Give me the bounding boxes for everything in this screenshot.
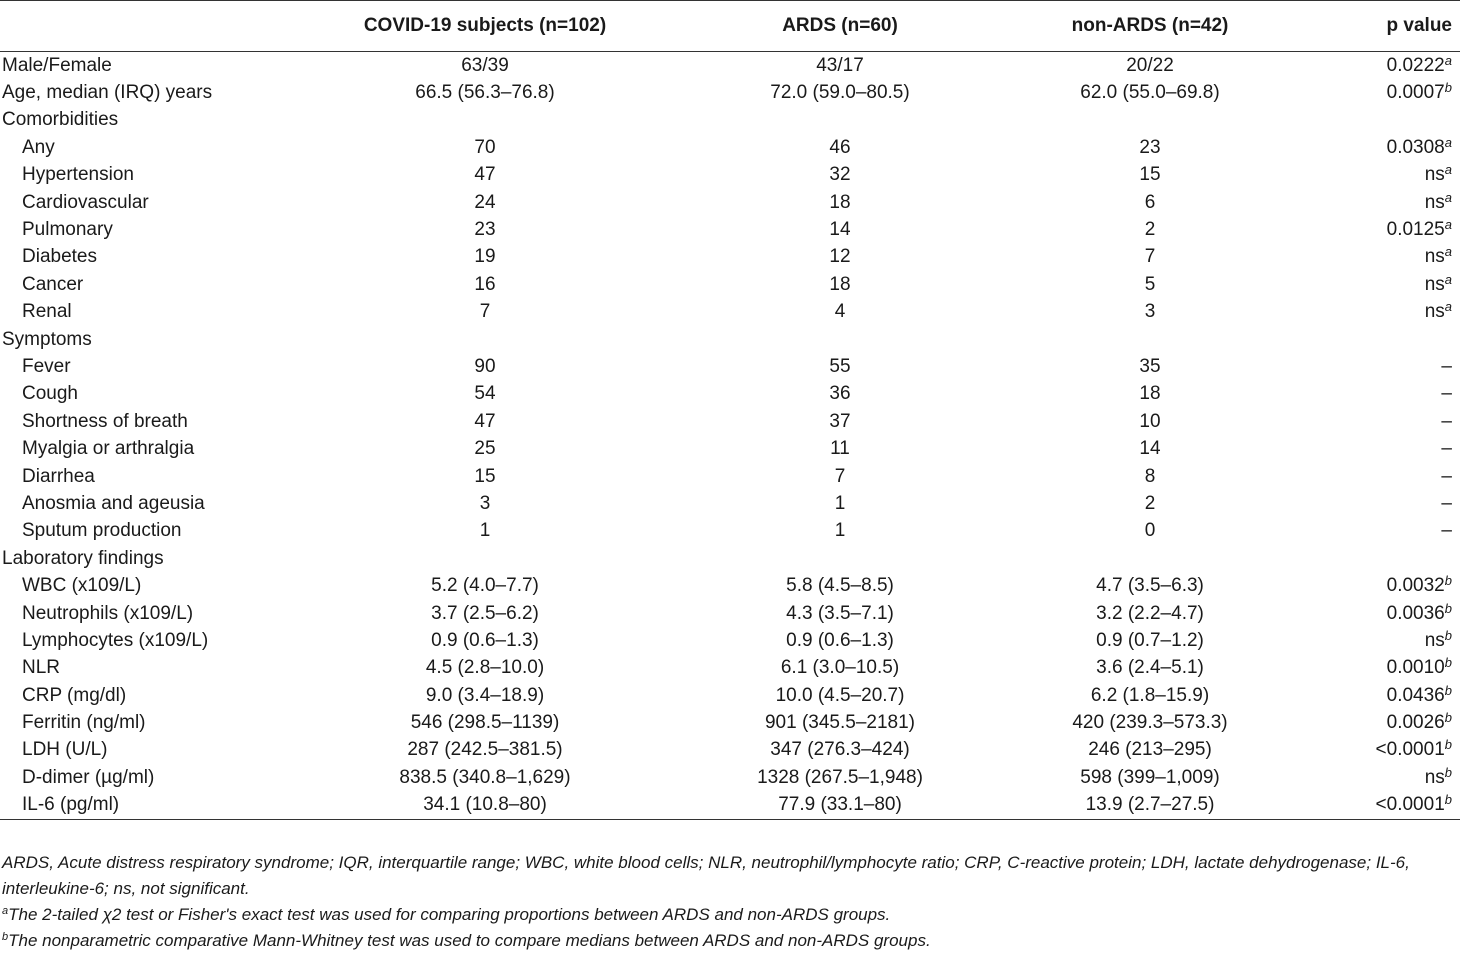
row-label: WBC (x109/L) <box>22 575 142 597</box>
table-row <box>0 271 1460 298</box>
footnote-b-text: The nonparametric comparative Mann-Whitney test was used to compare medians between ARDS and non-ARDS groups. <box>8 931 931 950</box>
p-value-text: 0.0032 <box>1386 575 1445 597</box>
row-label: Cough <box>22 383 78 405</box>
table-row <box>0 792 1460 820</box>
table-footnotes <box>2 850 1457 954</box>
cell-ards: 32 <box>829 164 851 186</box>
cell-non-ards: 6 <box>1144 191 1156 213</box>
row-label: Lymphocytes (x109/L) <box>22 629 209 651</box>
table-row <box>0 107 1460 134</box>
cell-ards: 4.3 (3.5–7.1) <box>786 602 894 624</box>
cell-ards: 1328 (267.5–1,948) <box>757 766 923 788</box>
cell-ards: 12 <box>829 246 851 268</box>
cell-ards <box>670 545 1010 572</box>
table-row <box>0 326 1460 353</box>
cell-non-ards <box>1010 107 1290 134</box>
cell-covid-subjects: 66.5 (56.3–76.8) <box>415 82 555 104</box>
cell-covid-subjects: 63/39 <box>461 54 509 76</box>
cell-non-ards: 2 <box>1144 219 1156 241</box>
cell-covid-subjects: 4.5 (2.8–10.0) <box>425 657 545 679</box>
p-value-footnote-marker: b <box>1444 682 1452 698</box>
cell-p-value <box>1290 271 1460 298</box>
cell-ards: 347 (276.3–424) <box>770 739 910 761</box>
footnote-b <box>2 928 1457 954</box>
p-value-text: 0.0036 <box>1386 602 1445 624</box>
cell-covid-subjects: 0.9 (0.6–1.3) <box>431 629 539 651</box>
table-row <box>0 709 1460 736</box>
cell-covid-subjects: 23 <box>474 219 496 241</box>
cell-non-ards: 420 (239.3–573.3) <box>1072 712 1228 734</box>
table-row <box>0 216 1460 243</box>
row-label: NLR <box>22 657 61 679</box>
row-label: LDH (U/L) <box>22 739 108 761</box>
cell-ards: 55 <box>829 355 851 377</box>
table-row <box>0 655 1460 682</box>
table-row <box>0 299 1460 326</box>
cell-non-ards: 15 <box>1139 164 1161 186</box>
cell-ards: 18 <box>829 273 851 295</box>
cell-covid-subjects: 54 <box>474 383 496 405</box>
p-value-text: 0.0010 <box>1386 657 1445 679</box>
cell-non-ards <box>1010 326 1290 353</box>
p-value-text: ns <box>1424 246 1445 268</box>
row-label: Hypertension <box>22 164 134 186</box>
row-label: Shortness of breath <box>22 410 188 432</box>
table-row <box>0 545 1460 572</box>
p-value-footnote-marker: b <box>1444 600 1452 616</box>
cell-ards: 18 <box>829 191 851 213</box>
table-row <box>0 490 1460 517</box>
p-value-text: 0.0308 <box>1386 136 1445 158</box>
cell-covid-subjects: 47 <box>474 410 496 432</box>
p-value-footnote-marker: a <box>1444 299 1452 315</box>
p-value-footnote-marker: a <box>1444 271 1452 287</box>
p-value-footnote-marker: b <box>1444 737 1452 753</box>
p-value-text: 0.0026 <box>1386 712 1445 734</box>
footnote-a-marker: a <box>2 905 9 917</box>
p-value-text: 0.0007 <box>1386 82 1445 104</box>
p-value-footnote-marker: a <box>1444 162 1452 178</box>
p-value-text: ns <box>1424 766 1445 788</box>
header-label-column <box>0 1 300 52</box>
table-row <box>0 627 1460 654</box>
cell-non-ards: 6.2 (1.8–15.9) <box>1090 684 1210 706</box>
table-row <box>0 408 1460 435</box>
cell-covid-subjects: 1 <box>479 520 491 542</box>
cell-ards <box>670 107 1010 134</box>
header-covid-subjects: COVID-19 subjects (n=102) <box>300 1 670 52</box>
p-value-text: <0.0001 <box>1375 794 1445 816</box>
table-row <box>0 244 1460 271</box>
cell-ards: 14 <box>829 219 851 241</box>
cell-covid-subjects: 9.0 (3.4–18.9) <box>425 684 545 706</box>
cell-ards: 72.0 (59.0–80.5) <box>770 82 910 104</box>
header-p-value: p value <box>1290 1 1460 52</box>
table-row <box>0 189 1460 216</box>
cell-covid-subjects: 838.5 (340.8–1,629) <box>399 766 571 788</box>
cell-non-ards: 3 <box>1144 301 1156 323</box>
p-value-footnote-marker: b <box>1444 792 1452 808</box>
cell-p-value <box>1290 518 1460 545</box>
cell-non-ards: 2 <box>1144 492 1156 514</box>
row-label: Pulmonary <box>22 219 113 241</box>
cell-p-value <box>1290 216 1460 243</box>
table-row <box>0 572 1460 599</box>
p-value-footnote-marker: b <box>1444 710 1452 726</box>
table-row <box>0 682 1460 709</box>
p-value-text: – <box>1441 438 1452 460</box>
p-value-footnote-marker: b <box>1444 655 1452 671</box>
row-label: Ferritin (ng/ml) <box>22 712 146 734</box>
cell-p-value <box>1290 655 1460 682</box>
p-value-text: 0.0436 <box>1386 684 1445 706</box>
row-label: Diarrhea <box>22 465 95 487</box>
cell-ards: 36 <box>829 383 851 405</box>
cell-covid-subjects <box>300 545 670 572</box>
cell-non-ards: 0.9 (0.7–1.2) <box>1096 629 1204 651</box>
cell-p-value <box>1290 682 1460 709</box>
header-non-ards: non-ARDS (n=42) <box>1010 1 1290 52</box>
p-value-footnote-marker: a <box>1444 244 1452 260</box>
cell-covid-subjects: 47 <box>474 164 496 186</box>
table-row <box>0 162 1460 189</box>
cell-ards: 7 <box>834 465 846 487</box>
cell-non-ards: 3.6 (2.4–5.1) <box>1096 657 1204 679</box>
table-row <box>0 463 1460 490</box>
cell-non-ards: 3.2 (2.2–4.7) <box>1096 602 1204 624</box>
cell-non-ards: 20/22 <box>1126 54 1174 76</box>
cell-p-value <box>1290 408 1460 435</box>
p-value-text: 0.0125 <box>1386 219 1445 241</box>
row-label: Cardiovascular <box>22 191 149 213</box>
cell-ards: 46 <box>829 136 851 158</box>
cell-ards: 43/17 <box>816 54 864 76</box>
cell-non-ards: 246 (213–295) <box>1088 739 1212 761</box>
cell-non-ards: 18 <box>1139 383 1161 405</box>
row-label: Diabetes <box>22 246 97 268</box>
row-label: Myalgia or arthralgia <box>22 438 195 460</box>
cell-covid-subjects: 7 <box>479 301 491 323</box>
cell-p-value <box>1290 107 1460 134</box>
row-label: Laboratory findings <box>2 547 164 569</box>
cell-p-value <box>1290 189 1460 216</box>
table-row <box>0 353 1460 380</box>
row-label: Fever <box>22 355 71 377</box>
cell-covid-subjects: 24 <box>474 191 496 213</box>
cell-covid-subjects: 546 (298.5–1139) <box>410 712 560 734</box>
cell-non-ards: 5 <box>1144 273 1156 295</box>
p-value-text: – <box>1441 383 1452 405</box>
cell-ards <box>670 326 1010 353</box>
cell-p-value <box>1290 299 1460 326</box>
cell-p-value <box>1290 764 1460 791</box>
table-body <box>0 52 1460 820</box>
table-row <box>0 600 1460 627</box>
cell-ards: 11 <box>830 438 850 460</box>
cell-p-value <box>1290 463 1460 490</box>
cell-p-value <box>1290 709 1460 736</box>
row-label: Symptoms <box>2 328 92 350</box>
p-value-footnote-marker: b <box>1444 764 1452 780</box>
table-header <box>0 1 1460 52</box>
cell-p-value <box>1290 79 1460 106</box>
cell-covid-subjects: 19 <box>474 246 496 268</box>
row-label: Sputum production <box>22 520 182 542</box>
p-value-text: <0.0001 <box>1375 739 1445 761</box>
row-label: Male/Female <box>2 54 112 76</box>
cell-p-value <box>1290 737 1460 764</box>
cell-covid-subjects: 15 <box>474 465 496 487</box>
p-value-text: 0.0222 <box>1386 54 1445 76</box>
p-value-text: – <box>1441 520 1452 542</box>
cell-p-value <box>1290 353 1460 380</box>
cell-non-ards: 598 (399–1,009) <box>1080 766 1220 788</box>
table-row <box>0 764 1460 791</box>
cell-ards: 901 (345.5–2181) <box>764 712 915 734</box>
p-value-text: ns <box>1424 629 1445 651</box>
cell-covid-subjects <box>300 326 670 353</box>
cell-covid-subjects: 25 <box>474 438 496 460</box>
p-value-text: – <box>1441 465 1452 487</box>
table-row <box>0 737 1460 764</box>
p-value-footnote-marker: a <box>1444 217 1452 233</box>
p-value-text: – <box>1441 355 1452 377</box>
footnote-a <box>2 902 1457 928</box>
cell-covid-subjects: 90 <box>474 355 496 377</box>
table-row <box>0 518 1460 545</box>
cell-p-value <box>1290 52 1460 80</box>
cell-covid-subjects: 70 <box>474 136 496 158</box>
cell-p-value <box>1290 490 1460 517</box>
cell-p-value <box>1290 134 1460 161</box>
cell-covid-subjects: 3 <box>479 492 491 514</box>
p-value-footnote-marker: a <box>1444 189 1452 205</box>
p-value-text: ns <box>1424 164 1445 186</box>
row-label: Comorbidities <box>2 109 119 131</box>
p-value-footnote-marker: b <box>1444 80 1452 96</box>
header-ards: ARDS (n=60) <box>670 1 1010 52</box>
row-label: CRP (mg/dl) <box>22 684 127 706</box>
p-value-text: – <box>1441 410 1452 432</box>
cell-p-value <box>1290 162 1460 189</box>
cell-p-value <box>1290 600 1460 627</box>
cell-non-ards: 4.7 (3.5–6.3) <box>1096 575 1204 597</box>
cell-covid-subjects <box>300 107 670 134</box>
p-value-text: ns <box>1424 301 1445 323</box>
cell-ards: 37 <box>829 410 851 432</box>
cell-ards: 6.1 (3.0–10.5) <box>780 657 900 679</box>
row-label: IL-6 (pg/ml) <box>0 792 300 820</box>
table-row <box>0 435 1460 462</box>
p-value-footnote-marker: b <box>1444 627 1452 643</box>
p-value-text: ns <box>1424 191 1445 213</box>
cell-p-value <box>1290 435 1460 462</box>
table-row <box>0 79 1460 106</box>
p-value-footnote-marker: b <box>1444 573 1452 589</box>
cell-covid-subjects: 287 (242.5–381.5) <box>407 739 563 761</box>
cell-non-ards: 7 <box>1144 246 1156 268</box>
footnote-abbreviations: ARDS, Acute distress respiratory syndrome; IQR, interquartile range; WBC, white blood cells; NLR, neutrophil/lymphocyte ratio; CRP, C-reactive protein; LDH, lactate dehydrogenase; IL-6, interleukine-6; ns, not significant. <box>2 853 1410 898</box>
cell-covid-subjects: 16 <box>474 273 496 295</box>
row-label: Neutrophils (x109/L) <box>22 602 194 624</box>
row-label: Any <box>22 136 55 158</box>
cell-non-ards: 14 <box>1139 438 1161 460</box>
row-label: D-dimer (µg/ml) <box>22 766 155 788</box>
cell-p-value <box>1290 572 1460 599</box>
cell-ards: 1 <box>834 492 846 514</box>
cell-non-ards: 13.9 (2.7–27.5) <box>1010 792 1290 820</box>
cell-ards: 10.0 (4.5–20.7) <box>775 684 905 706</box>
row-label: Age, median (IRQ) years <box>2 82 213 104</box>
cell-covid-subjects: 5.2 (4.0–7.7) <box>431 575 539 597</box>
row-label: Anosmia and ageusia <box>22 492 205 514</box>
cell-non-ards <box>1010 545 1290 572</box>
p-value-text: – <box>1441 492 1452 514</box>
cell-non-ards: 23 <box>1139 136 1161 158</box>
cell-ards: 4 <box>834 301 846 323</box>
cell-p-value <box>1290 381 1460 408</box>
cell-non-ards: 8 <box>1144 465 1156 487</box>
table-row <box>0 52 1460 80</box>
footnote-b-marker: b <box>2 931 9 943</box>
cell-p-value <box>1290 792 1460 820</box>
footnote-a-text: The 2-tailed χ2 test or Fisher's exact test was used for comparing proportions between ARDS and non-ARDS groups. <box>8 905 891 924</box>
row-label: Cancer <box>22 273 84 295</box>
header-row <box>0 1 1460 52</box>
cell-covid-subjects: 3.7 (2.5–6.2) <box>431 602 539 624</box>
table-row <box>0 381 1460 408</box>
cell-ards: 1 <box>834 520 846 542</box>
p-value-text: ns <box>1424 273 1445 295</box>
cell-non-ards: 35 <box>1139 355 1161 377</box>
cell-p-value <box>1290 627 1460 654</box>
cell-ards: 0.9 (0.6–1.3) <box>786 629 894 651</box>
cell-p-value <box>1290 545 1460 572</box>
cell-ards: 77.9 (33.1–80) <box>670 792 1010 820</box>
cell-non-ards: 10 <box>1139 410 1161 432</box>
cell-covid-subjects: 34.1 (10.8–80) <box>300 792 670 820</box>
cell-p-value <box>1290 326 1460 353</box>
table-row <box>0 134 1460 161</box>
cell-non-ards: 0 <box>1144 520 1156 542</box>
cell-p-value <box>1290 244 1460 271</box>
row-label: Renal <box>22 301 72 323</box>
cell-ards: 5.8 (4.5–8.5) <box>786 575 894 597</box>
p-value-footnote-marker: a <box>1444 134 1452 150</box>
cell-non-ards: 62.0 (55.0–69.8) <box>1080 82 1220 104</box>
p-value-footnote-marker: a <box>1444 52 1452 68</box>
